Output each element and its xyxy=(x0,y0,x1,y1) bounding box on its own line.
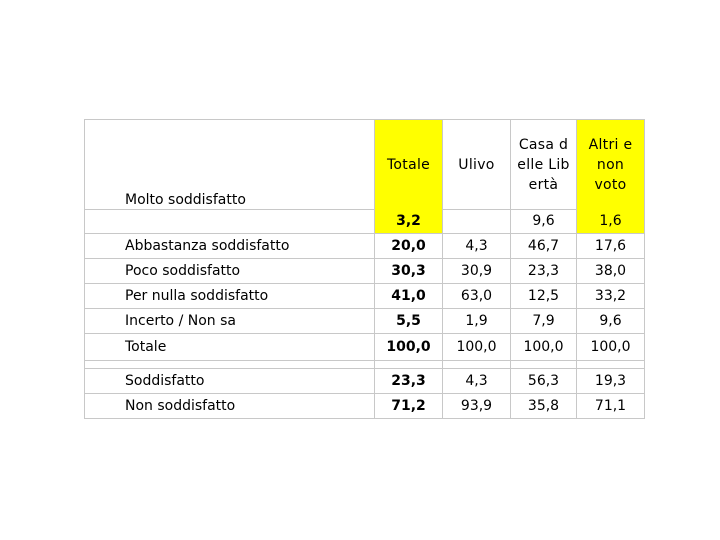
spacer-cell xyxy=(85,209,375,234)
row-label: Non soddisfatto xyxy=(85,394,375,419)
cell-value: 30,3 xyxy=(375,259,443,284)
spacer-cell xyxy=(511,361,577,369)
table-row xyxy=(85,259,645,284)
column-header-totale: Totale xyxy=(375,120,443,210)
row-label: Incerto / Non sa xyxy=(85,309,375,334)
row-label: Soddisfatto xyxy=(85,369,375,394)
column-header-altri-e-non-voto: Altri e non voto xyxy=(577,120,645,210)
cell-value: 7,9 xyxy=(511,309,577,334)
cell-value: 17,6 xyxy=(577,234,645,259)
row-label: Abbastanza soddisfatto xyxy=(85,234,375,259)
table-row xyxy=(85,209,645,234)
satisfaction-table-container xyxy=(84,119,644,419)
cell-value: 3,2 xyxy=(375,209,443,234)
cell-value: 4,3 xyxy=(443,234,511,259)
column-header-ulivo: Ulivo xyxy=(443,120,511,210)
cell-value: 12,5 xyxy=(511,284,577,309)
cell-value: 23,3 xyxy=(511,259,577,284)
spacer-cell xyxy=(375,361,443,369)
cell-value: 41,0 xyxy=(375,284,443,309)
cell-value: 30,9 xyxy=(443,259,511,284)
total-row xyxy=(85,334,645,361)
cell-value: 9,6 xyxy=(511,209,577,234)
cell-value: 5,5 xyxy=(375,309,443,334)
spacer-cell xyxy=(443,361,511,369)
spacer-cell xyxy=(577,361,645,369)
cell-value: 100,0 xyxy=(443,334,511,361)
cell-value: 20,0 xyxy=(375,234,443,259)
cell-value: 33,2 xyxy=(577,284,645,309)
spacer-cell xyxy=(85,361,375,369)
summary-row xyxy=(85,369,645,394)
cell-value: 19,3 xyxy=(577,369,645,394)
row-label: Molto soddisfatto xyxy=(125,192,246,208)
cell-value: 38,0 xyxy=(577,259,645,284)
cell-value: 23,3 xyxy=(375,369,443,394)
spacer-row xyxy=(85,361,645,369)
cell-value: 35,8 xyxy=(511,394,577,419)
table-row xyxy=(85,234,645,259)
table-row xyxy=(85,309,645,334)
cell-value: 46,7 xyxy=(511,234,577,259)
table-row xyxy=(85,284,645,309)
row-label: Poco soddisfatto xyxy=(85,259,375,284)
summary-row xyxy=(85,394,645,419)
cell-value: 1,9 xyxy=(443,309,511,334)
cell-value: 93,9 xyxy=(443,394,511,419)
cell-value: 63,0 xyxy=(443,284,511,309)
row-label: Totale xyxy=(85,334,375,361)
cell-value: 100,0 xyxy=(511,334,577,361)
cell-value: 56,3 xyxy=(511,369,577,394)
row-label-cell xyxy=(85,120,375,210)
header-row xyxy=(85,120,645,210)
cell-value: 9,6 xyxy=(577,309,645,334)
row-label: Per nulla soddisfatto xyxy=(85,284,375,309)
cell-value: 4,3 xyxy=(443,369,511,394)
cell-value: 1,6 xyxy=(577,209,645,234)
cell-value: 100,0 xyxy=(577,334,645,361)
column-header-casa-delle-liberta: Casa delle Libertà xyxy=(511,120,577,210)
satisfaction-table xyxy=(84,119,645,210)
satisfaction-table-body xyxy=(84,209,645,419)
cell-value: 71,2 xyxy=(375,394,443,419)
cell-value: 100,0 xyxy=(375,334,443,361)
cell-value: 71,1 xyxy=(577,394,645,419)
cell-value xyxy=(443,209,511,234)
